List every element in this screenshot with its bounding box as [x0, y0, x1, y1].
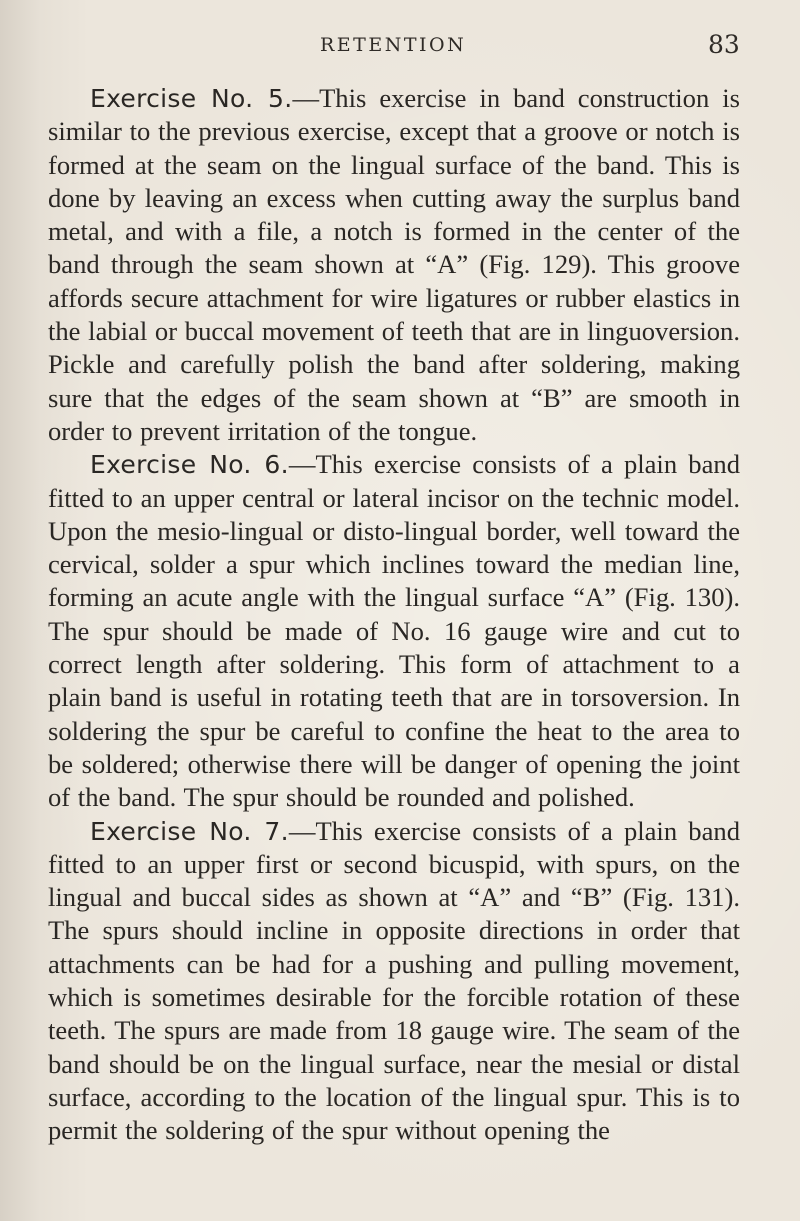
paragraph-text: —This exercise consists of a plain band fitted to an upper central or lateral incisor on the technic model. Upon the mesio-lingual or disto-lingual border, well toward the cervical, solder a spur which inclines toward the median line, forming an acute angle with the lingual surface “A” (Fig. 130). The spur should be made of No. 16 gauge wire and cut to correct length after soldering. This form of attachment to a plain band is useful in rotating teeth that are in torsoversion. In soldering the spur be careful to confine the heat to the area to be soldered; otherwise there will be danger of opening the joint of the band. The spur should be rounded and polished.	[48, 449, 740, 813]
page-header	[0, 30, 800, 64]
paragraph-text: —This exercise in band construction is similar to the previous exercise, except that a groove or notch is formed at the seam on the lingual surface of the band. This is done by leaving an excess when cutting away the surplus band metal, and with a file, a notch is formed in the center of the band through the seam shown at “A” (Fig. 129). This groove affords secure attachment for wire ligatures or rubber elastics in the labial or buccal movement of teeth that are in linguoversion. Pickle and carefully polish the band after soldering, making sure that the edges of the seam shown at “B” are smooth in order to prevent irritation of the tongue.	[48, 83, 740, 446]
body-text	[48, 82, 740, 1148]
paragraph-exercise-6	[48, 448, 740, 814]
paragraph-exercise-7	[48, 815, 740, 1148]
paragraph-exercise-5	[48, 82, 740, 448]
exercise-heading: Exercise No. 6.	[90, 450, 289, 480]
page-number: 83	[708, 30, 740, 59]
exercise-heading: Exercise No. 5.	[90, 84, 293, 113]
exercise-heading: Exercise No. 7.	[90, 816, 289, 846]
running-title: RETENTION	[320, 34, 467, 56]
paragraph-text: —This exercise consists of a plain band fitted to an upper first or second bicuspid, with spurs, on the lingual and buccal sides as shown at “A” and “B” (Fig. 131). The spurs should incline in opposite directions in order that attachments can be had for a pushing and pulling movement, which is sometimes desirable for the forcible rotation of these teeth. The spurs are made from 18 gauge wire. The seam of the band should be on the lingual surface, near the mesial or distal surface, according to the location of the lingual spur. This is to permit the soldering of the spur without opening the	[48, 815, 740, 1146]
